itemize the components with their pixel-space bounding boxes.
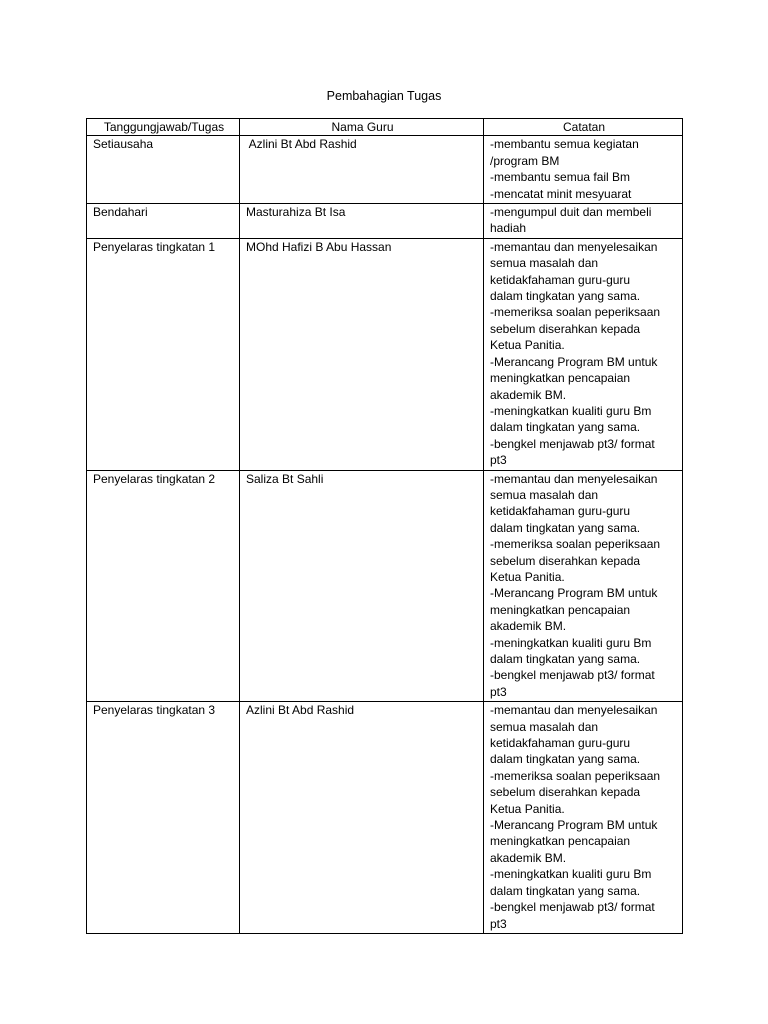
note-line: akademik BM. bbox=[490, 387, 567, 402]
note-line: -Merancang Program BM untuk bbox=[490, 818, 658, 833]
note-line: -memantau dan menyelesaikan bbox=[490, 471, 658, 486]
note-line: semua masalah dan bbox=[490, 256, 599, 271]
duties-table bbox=[86, 118, 683, 934]
duties-table-body bbox=[87, 136, 683, 934]
role-cell: Penyelaras tingkatan 2 bbox=[87, 470, 240, 702]
note-line: semua masalah dan bbox=[490, 487, 599, 502]
note-line: meningkatkan pencapaian bbox=[490, 602, 631, 617]
notes-cell bbox=[484, 204, 683, 239]
note-line: -memeriksa soalan peperiksaan bbox=[490, 537, 661, 552]
note-line: -memeriksa soalan peperiksaan bbox=[490, 768, 661, 783]
notes-cell bbox=[484, 702, 683, 934]
note-line: -membantu semua kegiatan bbox=[490, 137, 639, 152]
note-line: ketidakfahaman guru-guru bbox=[490, 272, 631, 287]
table-row bbox=[87, 702, 683, 934]
note-line: akademik BM. bbox=[490, 850, 567, 865]
note-line: akademik BM. bbox=[490, 619, 567, 634]
note-line: -meningkatkan kualiti guru Bm bbox=[490, 867, 652, 882]
column-header-teacher: Nama Guru bbox=[240, 119, 484, 136]
page-title: Pembahagian Tugas bbox=[326, 89, 442, 103]
note-line: sebelum diserahkan kepada bbox=[490, 321, 641, 336]
role-cell: Bendahari bbox=[87, 204, 240, 239]
note-line: -Merancang Program BM untuk bbox=[490, 354, 658, 369]
note-line: pt3 bbox=[490, 684, 507, 699]
note-line: dalam tingkatan yang sama. bbox=[490, 883, 641, 898]
teacher-name-cell: MOhd Hafizi B Abu Hassan bbox=[240, 238, 484, 470]
note-line: dalam tingkatan yang sama. bbox=[490, 752, 641, 767]
note-line: hadiah bbox=[490, 221, 527, 236]
note-line: dalam tingkatan yang sama. bbox=[490, 652, 641, 666]
note-line: Ketua Panitia. bbox=[490, 569, 565, 584]
note-line: -meningkatkan kualiti guru Bm bbox=[490, 403, 652, 418]
table-row bbox=[87, 136, 683, 204]
notes-cell bbox=[484, 470, 683, 702]
note-line: -Merancang Program BM untuk bbox=[490, 586, 658, 601]
note-line: -memeriksa soalan peperiksaan bbox=[490, 305, 661, 320]
note-line: meningkatkan pencapaian bbox=[490, 834, 631, 849]
note-line: -bengkel menjawab pt3/ format bbox=[490, 668, 655, 683]
table-row bbox=[87, 470, 683, 702]
teacher-name-cell: Masturahiza Bt Isa bbox=[240, 204, 484, 239]
note-line: -bengkel menjawab pt3/ format bbox=[490, 436, 655, 451]
column-header-role: Tanggungjawab/Tugas bbox=[87, 119, 240, 136]
teacher-name-cell: Saliza Bt Sahli bbox=[240, 470, 484, 702]
role-cell: Penyelaras tingkatan 3 bbox=[87, 702, 240, 934]
notes-cell bbox=[484, 238, 683, 470]
note-line: meningkatkan pencapaian bbox=[490, 371, 631, 386]
note-line: -bengkel menjawab pt3/ format bbox=[490, 900, 655, 915]
note-line: -mencatat minit mesyuarat bbox=[490, 186, 632, 201]
note-line: dalam tingkatan yang sama. bbox=[490, 520, 641, 535]
note-line: pt3 bbox=[490, 453, 507, 468]
note-line: sebelum diserahkan kepada bbox=[490, 785, 641, 800]
table-header-row bbox=[87, 119, 683, 136]
teacher-name-cell: Azlini Bt Abd Rashid bbox=[240, 702, 484, 934]
note-line: -mengumpul duit dan membeli bbox=[490, 205, 652, 220]
note-line: ketidakfahaman guru-guru bbox=[490, 504, 631, 519]
note-line: pt3 bbox=[490, 916, 507, 931]
note-line: -memantau dan menyelesaikan bbox=[490, 703, 658, 718]
note-line: sebelum diserahkan kepada bbox=[490, 553, 641, 568]
column-header-notes: Catatan bbox=[484, 119, 683, 136]
notes-cell bbox=[484, 136, 683, 204]
role-cell: Penyelaras tingkatan 1 bbox=[87, 238, 240, 470]
note-line: Ketua Panitia. bbox=[490, 338, 565, 353]
table-row bbox=[87, 238, 683, 470]
note-line: -membantu semua fail Bm bbox=[490, 170, 631, 185]
table-row bbox=[87, 204, 683, 239]
note-line: ketidakfahaman guru-guru bbox=[490, 736, 631, 751]
note-line: /program BM bbox=[490, 153, 560, 168]
note-line: -meningkatkan kualiti guru Bm bbox=[490, 635, 652, 650]
teacher-name-cell: Azlini Bt Abd Rashid bbox=[240, 136, 484, 204]
note-line: -memantau dan menyelesaikan bbox=[490, 239, 658, 254]
note-line: semua masalah dan bbox=[490, 719, 599, 734]
note-line: dalam tingkatan yang sama. bbox=[490, 289, 641, 304]
note-line: dalam tingkatan yang sama. bbox=[490, 420, 641, 435]
note-line: Ketua Panitia. bbox=[490, 801, 565, 816]
role-cell: Setiausaha bbox=[87, 136, 240, 204]
